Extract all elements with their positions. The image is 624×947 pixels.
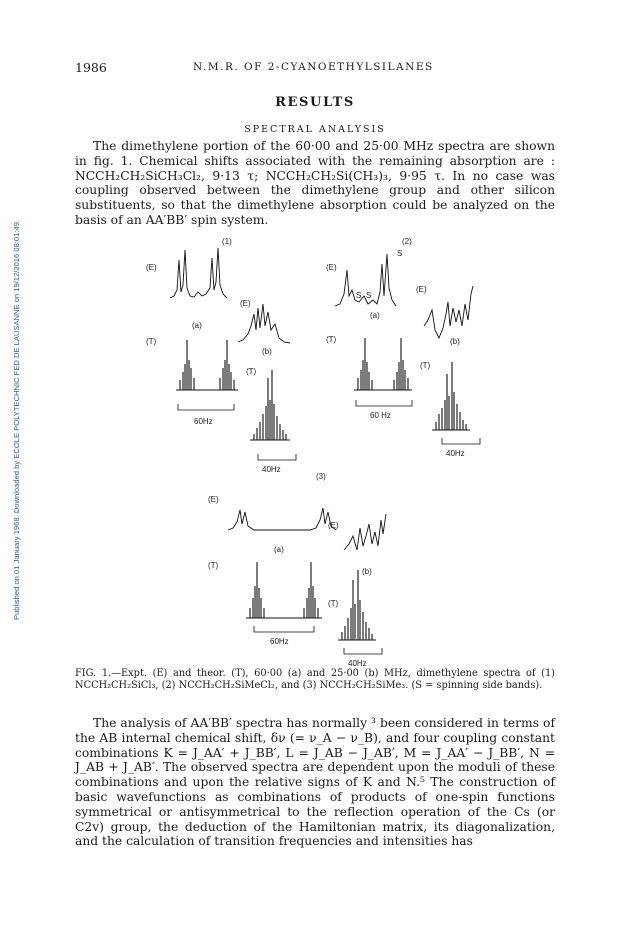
expt-label-3: (E) [208, 495, 219, 504]
expt-label-2b: (E) [416, 285, 427, 294]
panel-label-3: (3) [316, 472, 326, 481]
sub-b-3: (b) [362, 567, 372, 576]
sideband-s-1: S [397, 249, 403, 258]
spectrum-2-expt-b [424, 286, 473, 338]
paragraph-analysis: The analysis of AA′BB′ spectra has normally ³ been considered in terms of the AB internal chemical shift, δν (= ν_A − ν_B), and four coupling constant combinations K = J_AA′ + J_BB′, L = J_AB − J_AB′, M = J_AA′ − J_BB′, N = J_AB + J_AB′. The observed spectra are dependent upon the moduli of these combinations and upon the relative signs of K and N.⁵ The construction of basic wavefunctions as combinations of products of one-spin functions symmetrical or antisymmetrical to the reflection operation of the Cs (or C2v) group, the deduction of the Hamiltonian matrix, its diagonalization, and the calculation of transition frequencies and intensities has [75, 716, 555, 849]
sub-a-3: (a) [274, 545, 284, 554]
scale-bar-2-40hz [442, 438, 480, 444]
sub-b-1: (b) [262, 347, 272, 356]
subsection-title: SPECTRAL ANALYSIS [244, 124, 386, 135]
sideband-s-3: S [366, 291, 372, 300]
theor-label-2b: (T) [420, 361, 431, 370]
expt-label-1: (E) [146, 263, 157, 272]
section-title: RESULTS [275, 95, 355, 110]
scale-bar-2-60hz [356, 400, 412, 406]
download-watermark: Published on 01 January 1968. Downloaded by ECOLE POLYTECHNIC FED DE LAUSANNE on 19/12/2016 08:01:49. [12, 219, 21, 620]
sub-a-1: (a) [192, 321, 202, 330]
expt-label-1b: (E) [240, 299, 251, 308]
theoretical-stick-spectra [176, 338, 470, 640]
scale-bar-3-40hz [344, 648, 382, 654]
spectrum-1-expt-a [170, 248, 227, 298]
sideband-s-2: S [356, 291, 362, 300]
paragraph-intro: The dimethylene portion of the 60·00 and 25·00 MHz spectra are shown in fig. 1. Chemical shifts associated with the remaining absorption are : NCCH₂CH₂SiCH₃Cl₂, 9·13 τ; NCCH₂CH₂Si(CH₃)₃, 9·95 τ. In no case was coupling observed between the dimethylene group and other silicon substituents, so that the dimethylene absorption could be analyzed on the basis of an AA′BB′ spin system. [75, 139, 555, 227]
figure-labels [146, 237, 465, 668]
spectrum-3-expt-a [228, 508, 336, 530]
theor-label-3: (T) [208, 561, 219, 570]
scale-label-1-60: 60Hz [194, 417, 213, 426]
sub-b-2: (b) [450, 337, 460, 346]
scale-label-3-40: 40Hz [348, 659, 367, 668]
figure-1 [130, 230, 500, 670]
spectrum-1-expt-b [238, 304, 290, 343]
expt-label-2: (E) [326, 263, 337, 272]
panel-label-1: (1) [222, 237, 232, 246]
page-header [75, 60, 555, 76]
scale-bar-1-40hz [258, 454, 296, 460]
panel-label-2: (2) [402, 237, 412, 246]
scale-bar-3-60hz [254, 626, 314, 632]
nmr-spectra-figure [130, 230, 500, 670]
scale-bar-1-60hz [178, 404, 234, 410]
spectrum-3-expt-b [344, 514, 386, 550]
theor-label-3b: (T) [328, 599, 339, 608]
theor-label-1: (T) [146, 337, 157, 346]
page-number: 1986 [75, 60, 107, 75]
running-title: N.M.R. OF 2-CYANOETHYLSILANES [193, 61, 434, 73]
scale-label-1-40: 40Hz [262, 465, 281, 474]
scale-label-3-60: 60Hz [270, 637, 289, 646]
theor-label-1b: (T) [246, 367, 257, 376]
scale-label-2-40: 40Hz [446, 449, 465, 458]
expt-label-3b: (E) [328, 521, 339, 530]
theor-label-2: (T) [326, 335, 337, 344]
scale-label-2-60: 60 Hz [370, 411, 391, 420]
figure-caption: FIG. 1.—Expt. (E) and theor. (T), 60·00 (a) and 25·00 (b) MHz, dimethylene spectra of (1) NCCH₂CH₂SiCl₃, (2) NCCH₂CH₂SiMeCl₂, and (3) NCCH₂CH₂SiMe₃. (S = spinning side bands). [75, 668, 555, 691]
sub-a-2: (a) [370, 311, 380, 320]
